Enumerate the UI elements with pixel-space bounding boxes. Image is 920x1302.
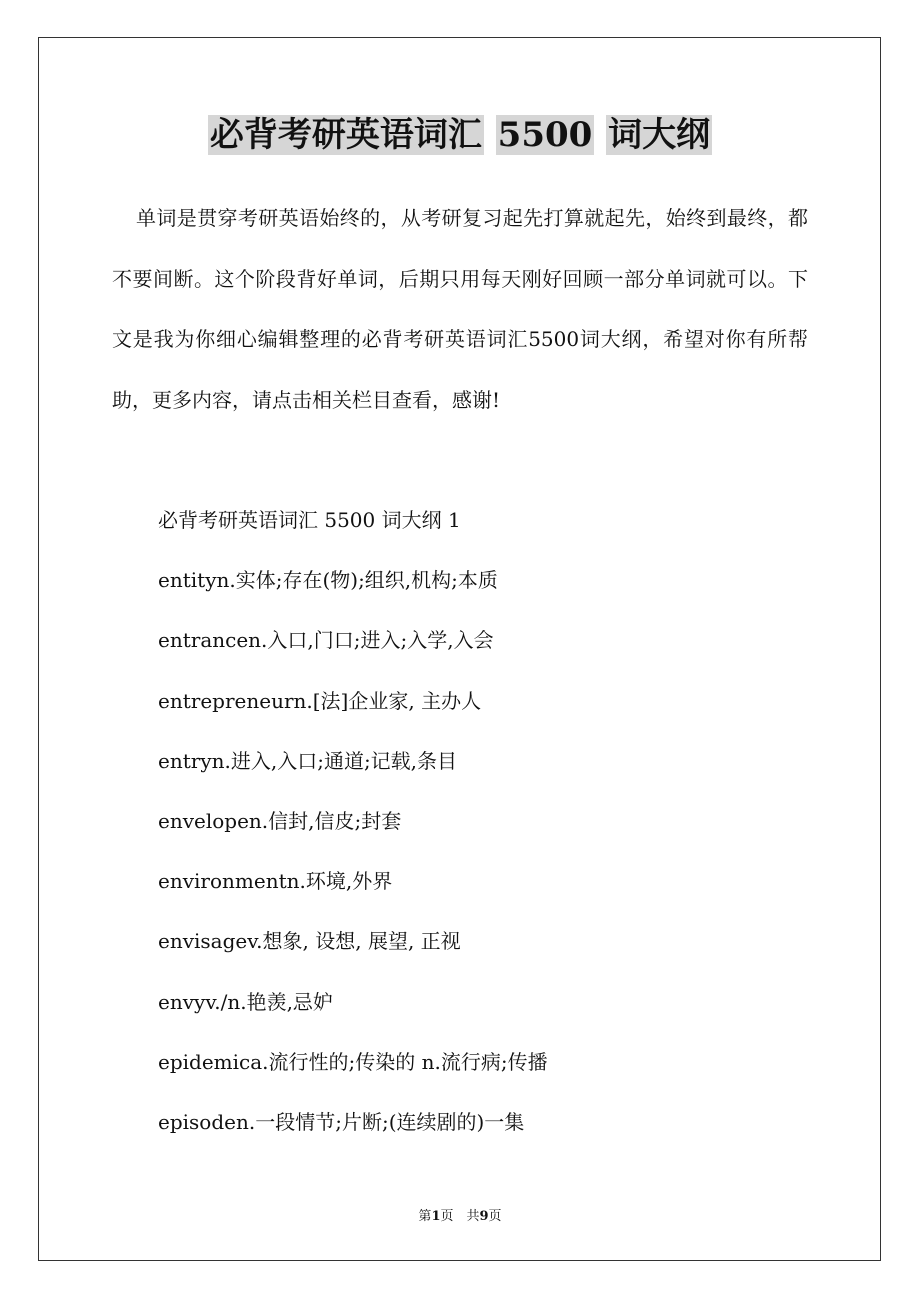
title-part-1: 必背考研英语词汇 [209,115,482,155]
footer-prefix: 第 [418,1209,432,1224]
entry-item: entrancen.入口,门口;进入;入学,入会 [158,628,494,653]
entry-item: envelopen.信封,信皮;封套 [158,808,402,833]
entry-list [158,490,818,1152]
document-title [208,112,712,158]
entry-item: entityn.实体;存在(物);组织,机构;本质 [158,568,498,593]
intro-paragraph: 单词是贯穿考研英语始终的，从考研复习起先打算就起先，始终到最终，都不要间断。这个阶段背好单词，后期只用每天刚好回顾一部分单词就可以。下文是我为你细心编辑整理的必背考研英语词汇5500词大纲，希望对你有所帮助，更多内容，请点击相关栏目查看，感谢! [112,206,808,412]
footer-total-pages: 9 [479,1209,489,1224]
footer-suffix: 页 [488,1209,502,1224]
title-wrap [0,112,920,158]
entry-item: epidemica.流行性的;传染的 n.流行病;传播 [158,1049,548,1074]
entry-item: environmentn.环境,外界 [158,869,393,894]
entry-item: envisagev.想象, 设想, 展望, 正视 [158,929,461,954]
section-heading: 必背考研英语词汇 5500 词大纲 1 [158,508,461,532]
entry-item: entryn.进入,入口;通道;记载,条目 [158,748,458,773]
page-footer [0,1205,920,1224]
title-part-2: 5500 [497,115,593,155]
footer-middle: 页 共 [440,1209,480,1224]
footer-current-page: 1 [431,1209,441,1224]
title-part-3: 词大纲 [608,115,711,155]
entry-item: envyv./n.艳羡,忌妒 [158,989,333,1014]
entry-item: entrepreneurn.[法]企业家, 主办人 [158,688,482,713]
entry-item: episoden.一段情节;片断;(连续剧的)一集 [158,1109,525,1134]
